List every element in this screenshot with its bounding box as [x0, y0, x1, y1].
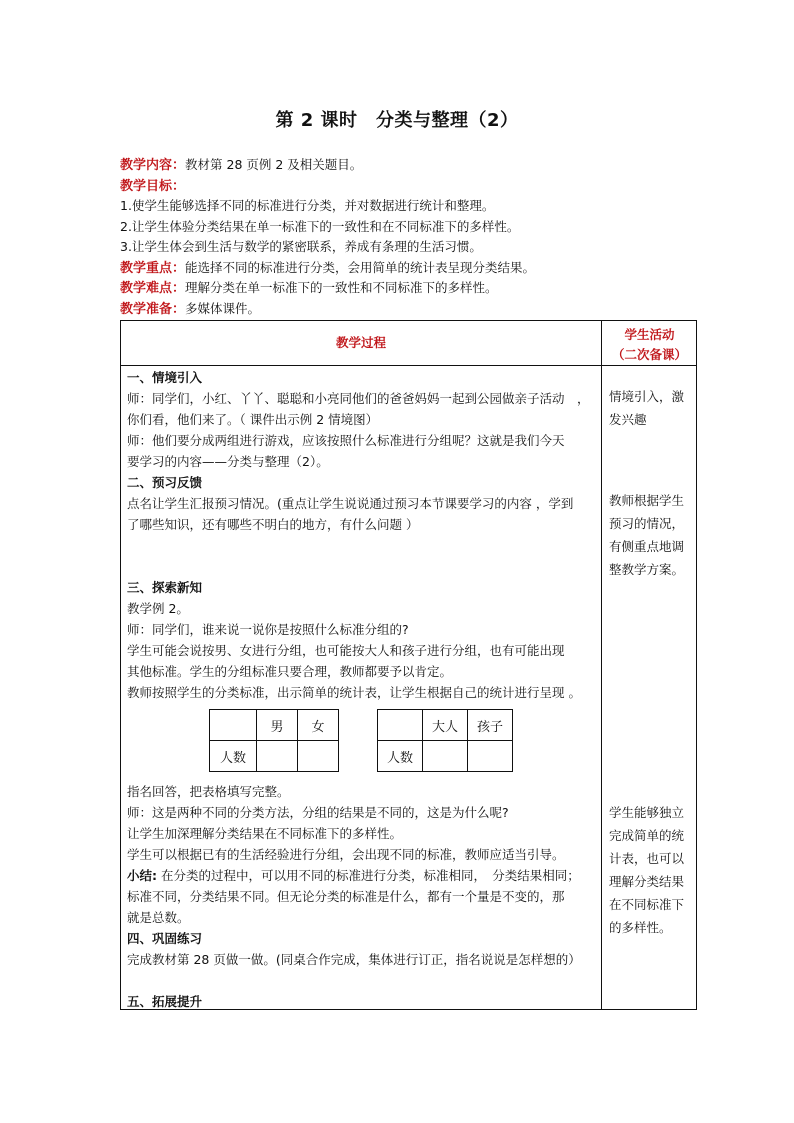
content-value: 教材第 28 页例 2 及相关题目。: [185, 157, 363, 172]
activity-note-intro: [609, 385, 693, 431]
tally-col-male: 男: [257, 710, 298, 741]
tally-cell: [423, 741, 468, 772]
note-line: 理解分类结果: [609, 874, 685, 889]
header-process: 教学过程: [335, 335, 386, 350]
meta-difficult: [120, 278, 700, 299]
text-line: 要学习的内容——分类与整理（2）。: [127, 454, 329, 469]
prep-value: 多媒体课件。: [185, 300, 261, 316]
text-line: 师：同学们，小红、丫丫、聪聪和小亮同他们的爸爸妈妈一起到公园做亲子活动 ，: [127, 391, 590, 406]
tally-table-age: [377, 709, 513, 772]
note-line: 学生能够独立: [609, 805, 685, 820]
summary-label: 小结:: [127, 868, 157, 883]
text-line: 标准不同，分类结果不同。但无论分类的标准是什么，都有一个量是不变的，那: [127, 889, 565, 904]
activity-note-preview: [609, 489, 693, 581]
section-title: 五、拓展提升: [127, 994, 203, 1009]
header-activity-sub: （二次备课）: [611, 347, 687, 362]
tally-tables: [127, 703, 597, 781]
key-label: 教学重点：: [120, 260, 186, 276]
note-line: 预习的情况，: [609, 516, 685, 531]
text-line: 学生可以根据已有的生活经验进行分组，会出现不同的标准，教师应适当引导。: [127, 847, 565, 862]
text-line: 师：这是两种不同的分类方法，分组的结果是不同的，这是为什么呢?: [127, 805, 509, 820]
section-title: 三、探索新知: [127, 580, 203, 595]
text-line: 就是总数。: [127, 910, 190, 925]
meta-key: [120, 258, 700, 279]
note-line: 计表，也可以: [609, 851, 685, 866]
goals-label: 教学目标：: [120, 178, 186, 194]
note-line: 有侧重点地调: [609, 539, 685, 554]
lesson-plan-table: [120, 320, 697, 1010]
note-line: 情境引入，激: [609, 389, 685, 404]
text-line: 点名让学生汇报预习情况。(重点让学生说说通过预习本节课要学习的内容 ，学到: [127, 496, 574, 511]
text-line: 师：他们要分成两组进行游戏，应该按照什么标准进行分组呢？这就是我们今天: [127, 433, 565, 448]
meta-goals-heading: [120, 176, 700, 197]
tally-col-female: 女: [298, 710, 339, 741]
content-label: 教学内容：: [120, 158, 186, 173]
summary-text: 在分类的过程中，可以用不同的标准进行分类，标准相同， 分类结果相同；: [157, 868, 580, 883]
text-line: 教学例 2。: [127, 601, 189, 616]
note-line: 发兴趣: [609, 412, 647, 427]
column-divider: [601, 321, 602, 1009]
text-line: 完成教材第 28 页做一做。(同桌合作完成，集体进行订正，指名说说是怎样想的）: [127, 952, 581, 967]
goal-item: 2.让学生体验分类结果在单一标准下的一致性和在不同标准下的多样性。: [120, 218, 520, 234]
section-title: 四、巩固练习: [127, 931, 203, 946]
text-line: 教师按照学生的分类标准，出示简单的统计表，让学生根据自己的统计进行呈现 。: [127, 685, 581, 700]
difficult-value: 理解分类在单一标准下的一致性和不同标准下的多样性。: [185, 280, 498, 295]
tally-cell: [257, 741, 298, 772]
key-value: 能选择不同的标准进行分类，会用简单的统计表呈现分类结果。: [185, 259, 536, 275]
difficult-label: 教学难点：: [120, 281, 186, 296]
section-title: 一、情境引入: [127, 370, 203, 385]
header-activity: [602, 325, 697, 365]
lesson-meta: [120, 155, 700, 319]
text-line: 其他标准。学生的分组标准只要合理，教师都要予以肯定。: [127, 664, 453, 679]
note-line: 整教学方案。: [609, 562, 685, 577]
text-line: 师：同学们，谁来说一说你是按照什么标准分组的?: [127, 622, 409, 637]
note-line: 在不同标准下: [609, 897, 685, 912]
text-line: 学生可能会说按男、女进行分组，也可能按大人和孩子进行分组，也有可能出现: [127, 643, 565, 658]
tally-cell: [468, 741, 513, 772]
page-title: 第 2 课时 分类与整理（2）: [275, 110, 519, 131]
activity-note-explore: [609, 801, 693, 939]
goal-item: 3.让学生体会到生活与数学的紧密联系，养成有条理的生活习惯。: [120, 239, 482, 254]
text-line: 让学生加深理解分类结果在不同标准下的多样性。: [127, 826, 403, 841]
tally-row-count: 人数: [210, 741, 257, 772]
header-activity-title: 学生活动: [624, 327, 675, 342]
tally-col-adult: 大人: [423, 710, 468, 741]
tally-table-gender: [209, 709, 339, 772]
section-title: 二、预习反馈: [127, 475, 203, 490]
tally-cell: [298, 741, 339, 772]
text-line: 你们看，他们来了。（ 课件出示例 2 情境图）: [127, 412, 379, 427]
table-header-row: [121, 321, 696, 366]
meta-prep: [120, 299, 700, 320]
tally-col-child: 孩子: [468, 710, 513, 741]
note-line: 的多样性。: [609, 920, 672, 935]
summary-line: [127, 865, 597, 886]
note-line: 教师根据学生: [609, 493, 685, 508]
note-line: 完成简单的统: [609, 828, 685, 843]
tally-cell: [210, 710, 257, 741]
text-line: 指名回答，把表格填写完整。: [127, 784, 290, 799]
prep-label: 教学准备：: [120, 301, 186, 317]
text-line: 了哪些知识，还有哪些不明白的地方，有什么问题 ）: [127, 517, 419, 532]
meta-content: [120, 155, 700, 176]
process-column: [127, 367, 597, 1012]
tally-row-count: 人数: [378, 741, 423, 772]
tally-cell: [378, 710, 423, 741]
goal-item: 1.使学生能够选择不同的标准进行分类，并对数据进行统计和整理。: [120, 198, 495, 213]
